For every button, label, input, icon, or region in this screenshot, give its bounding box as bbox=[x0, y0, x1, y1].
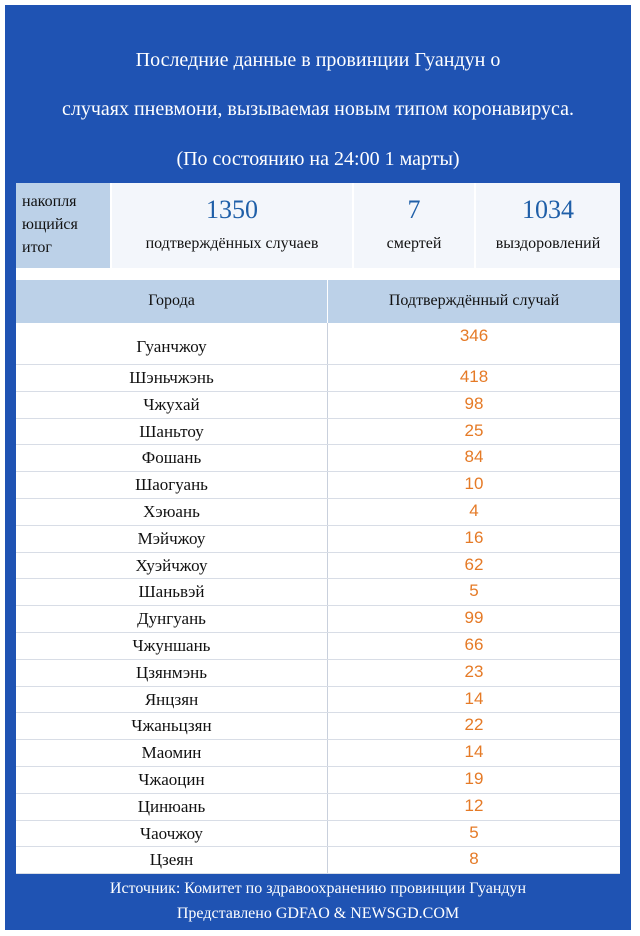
city-name: Шаньтоу bbox=[139, 421, 204, 441]
city-name: Фошань bbox=[141, 448, 202, 468]
date-note: (По состоянию на 24:00 1 марты) bbox=[176, 148, 460, 170]
table-row bbox=[16, 767, 620, 794]
table-row bbox=[16, 323, 620, 365]
table-row bbox=[16, 472, 620, 499]
deaths-summary bbox=[354, 183, 474, 268]
city-name: Чжухай bbox=[143, 394, 200, 414]
label-line-3: итог bbox=[22, 239, 52, 256]
confirmed-count: 1350 bbox=[206, 195, 258, 224]
case-count: 23 bbox=[464, 661, 484, 681]
table-row bbox=[16, 445, 620, 472]
table-row bbox=[16, 419, 620, 446]
deaths-count: 7 bbox=[407, 195, 421, 224]
table-row bbox=[16, 499, 620, 526]
case-count: 5 bbox=[469, 581, 479, 601]
city-name: Чаочжоу bbox=[140, 823, 203, 843]
label-line-1: накопля bbox=[22, 193, 77, 210]
city-name: Цзянмэнь bbox=[135, 662, 208, 682]
confirmed-summary bbox=[112, 183, 352, 268]
city-name: Чжаньцзян bbox=[131, 716, 212, 736]
recovered-caption: выздоровлений bbox=[495, 235, 601, 252]
case-count: 346 bbox=[459, 326, 489, 345]
table-row bbox=[16, 847, 620, 874]
city-name: Гуанчжоу bbox=[136, 337, 207, 356]
column-header-cases: Подтверждённый случай bbox=[388, 292, 560, 309]
table-row bbox=[16, 713, 620, 740]
table-row bbox=[16, 526, 620, 553]
recovered-summary bbox=[476, 183, 620, 268]
table-row bbox=[16, 740, 620, 767]
presented-by-line: Представлено GDFAO & NEWSGD.COM bbox=[176, 905, 460, 922]
case-count: 4 bbox=[469, 501, 479, 520]
case-count: 62 bbox=[464, 554, 484, 574]
case-count: 12 bbox=[464, 795, 484, 815]
table-row bbox=[16, 392, 620, 419]
case-count: 84 bbox=[464, 447, 484, 467]
city-name: Хэюань bbox=[143, 502, 200, 521]
city-name: Шаогуань bbox=[135, 475, 208, 495]
city-name: Чжуншань bbox=[132, 636, 211, 655]
case-count: 22 bbox=[464, 715, 484, 735]
city-name: Чжаоцин bbox=[138, 770, 205, 789]
table-row bbox=[16, 606, 620, 633]
case-count: 14 bbox=[464, 742, 484, 762]
table-row bbox=[16, 687, 620, 714]
recovered-count: 1034 bbox=[522, 195, 574, 224]
case-count: 8 bbox=[469, 849, 479, 869]
title-line-2: случаях пневмони, вызываемая новым типом коронавируса. bbox=[61, 98, 574, 120]
city-name: Янцзян bbox=[144, 689, 199, 709]
table-row bbox=[16, 660, 620, 687]
summary-bar bbox=[16, 183, 620, 268]
source-line: Источник: Комитет по здравоохранению провинции Гуандун bbox=[109, 880, 527, 897]
city-name: Маомин bbox=[141, 743, 202, 763]
table-row bbox=[16, 821, 620, 848]
city-table bbox=[16, 268, 620, 873]
table-row bbox=[16, 794, 620, 821]
case-count: 66 bbox=[464, 635, 484, 654]
case-count: 14 bbox=[464, 688, 484, 708]
confirmed-caption: подтверждённых случаев bbox=[145, 235, 319, 252]
case-count: 10 bbox=[464, 474, 484, 494]
cumulative-total-label bbox=[16, 183, 110, 268]
table-row bbox=[16, 365, 620, 392]
city-name: Мэйчжоу bbox=[137, 528, 206, 548]
infographic-frame bbox=[5, 5, 631, 930]
title-block bbox=[5, 5, 631, 183]
city-name: Шаньвэй bbox=[138, 582, 205, 602]
city-name: Цинюань bbox=[137, 796, 206, 816]
table-row bbox=[16, 633, 620, 660]
case-count: 25 bbox=[464, 420, 484, 440]
footer bbox=[5, 873, 631, 930]
table-row bbox=[16, 579, 620, 606]
case-count: 16 bbox=[464, 527, 484, 547]
deaths-caption: смертей bbox=[386, 235, 442, 252]
city-name: Шэньчжэнь bbox=[129, 368, 214, 387]
title-line-1: Последние данные в провинции Гуандун о bbox=[135, 49, 501, 71]
city-name: Дунгуань bbox=[137, 609, 206, 629]
case-count: 5 bbox=[469, 822, 479, 842]
city-name: Цзеян bbox=[149, 850, 194, 870]
case-count: 19 bbox=[464, 769, 484, 788]
case-count: 98 bbox=[464, 393, 484, 413]
case-count: 99 bbox=[464, 608, 484, 628]
table-header bbox=[16, 280, 620, 323]
label-line-2: ющийся bbox=[22, 216, 78, 233]
city-name: Хуэйчжоу bbox=[135, 555, 208, 575]
case-count: 418 bbox=[459, 367, 489, 386]
column-header-city: Города bbox=[148, 292, 195, 309]
table-row bbox=[16, 553, 620, 580]
